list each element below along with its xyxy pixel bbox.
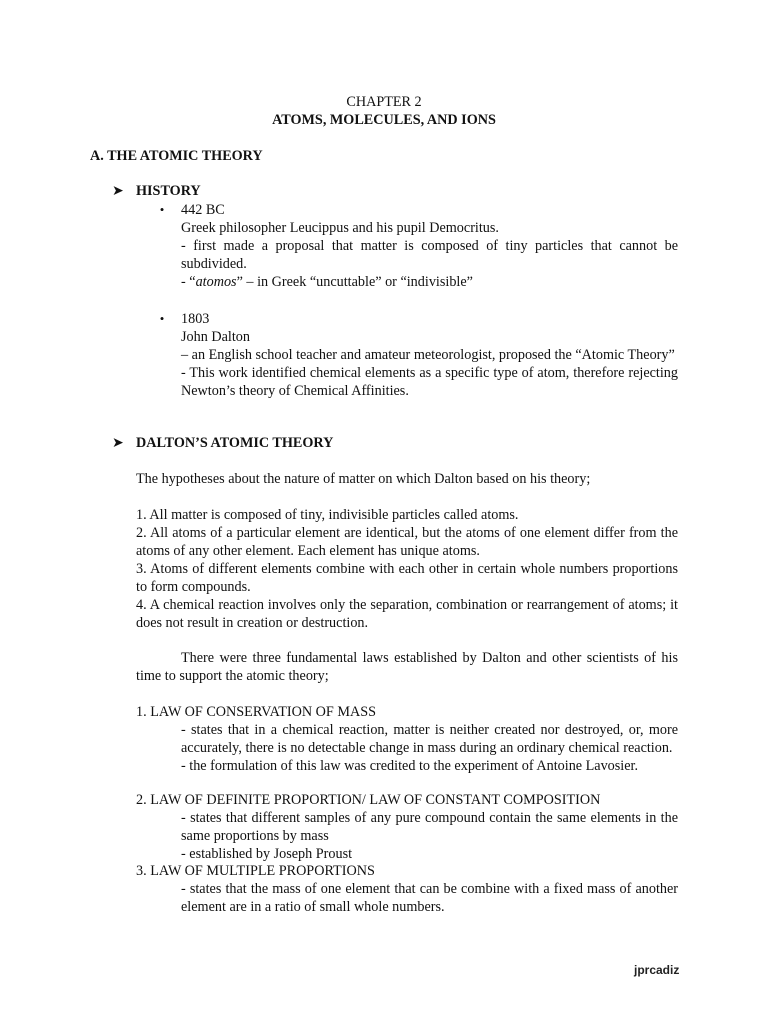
laws-intro: There were three fundamental laws established by Dalton and other scientists of his time to support the atomic theory; (136, 650, 678, 684)
law-text: - established by Joseph Proust (181, 846, 353, 862)
dalton-points (136, 506, 678, 632)
law-body (181, 809, 678, 863)
footer-author: jprcadiz (634, 963, 680, 977)
law-text: - the formulation of this law was credited to the experiment of Antoine Lavosier. (181, 758, 639, 774)
atomos-prefix: - “ (181, 274, 196, 290)
law-text: - states that the mass of one element that can be combine with a fixed mass of another element are in a ratio of small whole numbers. (181, 881, 678, 915)
history-heading: HISTORY (136, 183, 201, 199)
dalton-point: 1. All matter is composed of tiny, indivisible particles called atoms. (136, 507, 519, 523)
chapter-label: CHAPTER 2 (346, 94, 422, 110)
history-text: Greek philosopher Leucippus and his pupil Democritus. (181, 220, 499, 236)
history-item-1803 (181, 310, 678, 400)
bullet-icon: • (159, 202, 165, 217)
history-text: John Dalton (181, 329, 250, 345)
history-text: – an English school teacher and amateur meteorologist, proposed the “Atomic Theory” (181, 347, 675, 363)
law-body (181, 721, 678, 775)
atomos-suffix: ” – in Greek “uncuttable” or “indivisible” (236, 274, 473, 290)
atomos-word: atomos (195, 274, 237, 290)
law-body (181, 880, 678, 916)
law-title: 1. LAW OF CONSERVATION OF MASS (136, 704, 377, 720)
law-text: - states that in a chemical reaction, matter is neither created nor destroyed, or, more accurately, there is no detectable change in mass during an ordinary chemical reaction. (181, 722, 678, 756)
history-text: - first made a proposal that matter is composed of tiny particles that cannot be subdivided. (181, 238, 678, 272)
chapter-title: ATOMS, MOLECULES, AND IONS (272, 112, 496, 128)
atomos-line (181, 273, 678, 291)
dalton-point: 4. A chemical reaction involves only the separation, combination or rearrangement of atoms; it does not result in creation or destruction. (136, 597, 678, 631)
section-heading: A. THE ATOMIC THEORY (90, 148, 263, 164)
arrow-bullet-icon: ➤ (112, 435, 124, 451)
law-title: 2. LAW OF DEFINITE PROPORTION/ LAW OF CONSTANT COMPOSITION (136, 792, 601, 808)
dalton-point: 2. All atoms of a particular element are identical, but the atoms of one element differ from the atoms of any other element. Each element has unique atoms. (136, 525, 678, 559)
history-year: 442 BC (181, 202, 225, 218)
history-year: 1803 (181, 311, 210, 327)
dalton-heading: DALTON’S ATOMIC THEORY (136, 435, 334, 451)
history-text: - This work identified chemical elements as a specific type of atom, therefore rejecting Newton’s theory of Chemical Affinities. (181, 365, 678, 399)
dalton-point: 3. Atoms of different elements combine with each other in certain whole numbers proportions to form compounds. (136, 561, 678, 595)
law-title: 3. LAW OF MULTIPLE PROPORTIONS (136, 863, 375, 879)
history-item-442bc (181, 201, 678, 291)
dalton-intro: The hypotheses about the nature of matter on which Dalton based on his theory; (136, 471, 591, 487)
bullet-icon: • (159, 311, 165, 326)
arrow-bullet-icon: ➤ (112, 183, 124, 199)
law-text: - states that different samples of any pure compound contain the same elements in the same proportions by mass (181, 810, 678, 844)
